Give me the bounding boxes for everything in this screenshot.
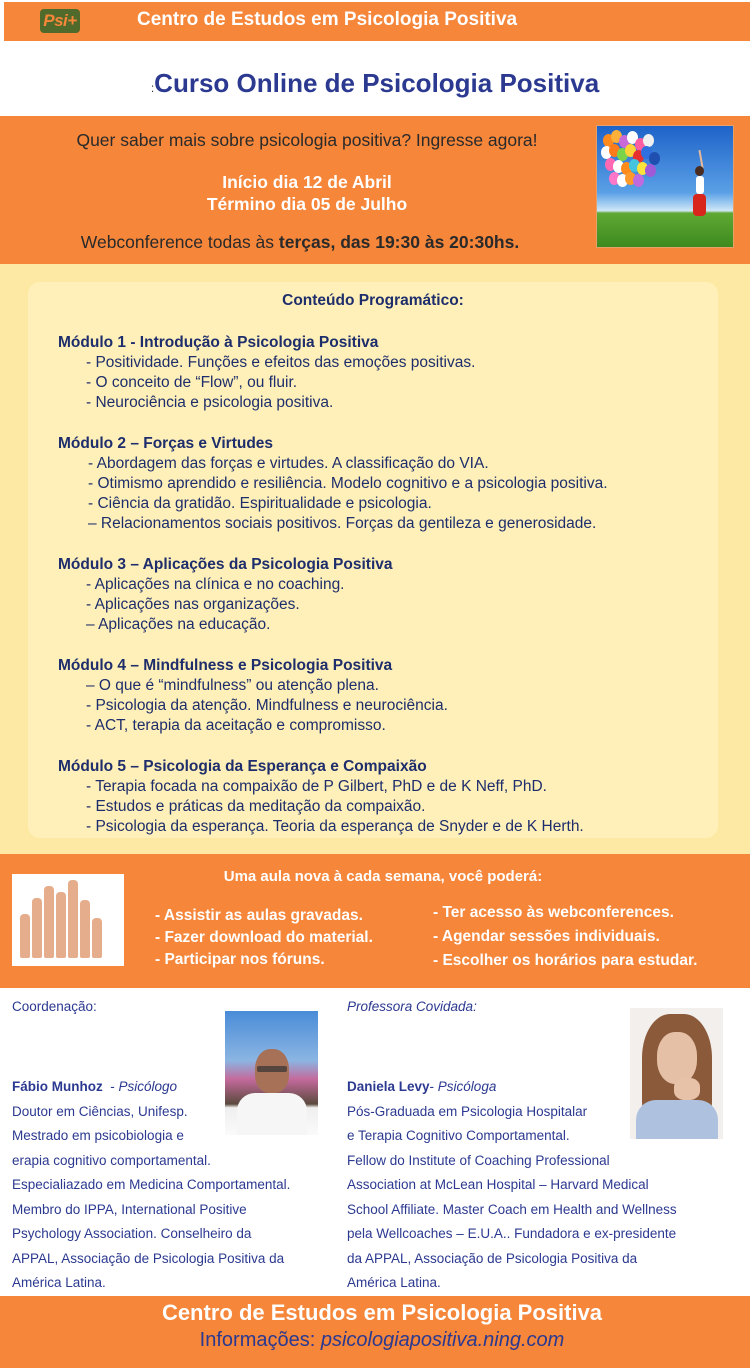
name-separator: - — [429, 1079, 438, 1094]
program-box — [28, 282, 718, 838]
bio-line: América Latina. — [347, 1275, 441, 1290]
info-label: Informações: — [199, 1329, 321, 1351]
module-item: - Psicologia da esperança. Teoria da esperança de Snyder e de K Herth. — [86, 818, 584, 835]
module-item: - O conceito de “Flow”, ou fluir. — [86, 374, 298, 391]
webconference-prefix: Webconference todas às — [80, 232, 279, 252]
module-title: Módulo 2 – Forças e Virtudes — [58, 435, 274, 452]
title-prefix: : — [150, 81, 155, 95]
module-item: - Ciência da gratidão. Espiritualidade e psicologia. — [88, 495, 432, 512]
end-date: Término dia 05 de Julho — [206, 194, 408, 214]
webconference-schedule — [0, 232, 600, 253]
benefits-list-left — [155, 905, 373, 971]
module-5 — [58, 757, 608, 837]
bio-line: Doutor em Ciências, Unifesp. — [12, 1103, 188, 1119]
module-item: – O que é “mindfulness” ou atenção plena. — [86, 677, 379, 694]
bio-line: erapia cognitivo comportamental. — [12, 1152, 211, 1168]
jumping-woman — [695, 164, 705, 228]
top-banner — [4, 2, 750, 41]
coordinator-role: Psicólogo — [118, 1079, 178, 1094]
benefit-item: - Assistir as aulas gravadas. — [155, 907, 363, 924]
module-title: Módulo 3 – Aplicações da Psicologia Positiva — [58, 556, 393, 573]
benefits-list-right — [433, 901, 697, 973]
guest-bio — [347, 1075, 677, 1296]
course-dates — [0, 171, 614, 215]
org-name: Centro de Estudos em Psicologia Positiva — [137, 9, 518, 30]
balloons-photo — [596, 125, 734, 248]
module-item: - Aplicações na clínica e no coaching. — [86, 576, 345, 593]
module-list — [58, 333, 608, 858]
course-title-text: Curso Online de Psicologia Positiva — [154, 68, 600, 98]
bio-line: e Terapia Cognitivo Comportamental. — [347, 1128, 570, 1143]
psi-plus-logo: Psi+ — [40, 9, 80, 33]
footer-org-name: Centro de Estudos em Psicologia Positiva — [161, 1300, 603, 1325]
thumbs-up-photo — [12, 874, 124, 966]
coordination-label: Coordenação: — [12, 999, 97, 1014]
module-3 — [58, 555, 608, 635]
benefit-item: - Escolher os horários para estudar. — [433, 952, 698, 969]
guest-role: Psicóloga — [437, 1079, 497, 1094]
module-item: - Otimismo aprendido e resiliência. Modelo cognitivo e a psicologia positiva. — [88, 475, 608, 492]
module-item: - ACT, terapia da aceitação e compromisso. — [86, 717, 386, 734]
promo-question: Quer saber mais sobre psicologia positiva? Ingresse agora! — [76, 130, 538, 150]
benefit-item: - Fazer download do material. — [155, 929, 373, 946]
module-item: - Positividade. Funções e efeitos das emoções positivas. — [86, 354, 476, 371]
module-title: Módulo 5 – Psicologia da Esperança e Compaixão — [58, 758, 427, 775]
module-item: – Relacionamentos sociais positivos. Forças da gentileza e generosidade. — [88, 515, 597, 532]
coordinator-name: Fábio Munhoz — [12, 1079, 103, 1094]
bio-line: Pós-Graduada em Psicologia Hospitalar — [347, 1103, 588, 1119]
module-item: - Psicologia da atenção. Mindfulness e neurociência. — [86, 697, 448, 714]
guest-section — [347, 998, 747, 1290]
benefits-heading: Uma aula nova à cada semana, você poderá: — [223, 868, 543, 885]
module-2 — [58, 434, 608, 534]
bio-line: Association at McLean Hospital – Harvard Medical — [347, 1177, 649, 1192]
bio-line: Mestrado em psicobiologia e — [12, 1128, 184, 1143]
name-separator: - — [102, 1079, 119, 1094]
promo-banner — [0, 116, 750, 264]
program-heading: Conteúdo Programático: — [282, 292, 464, 309]
bio-line: Especialiazado em Medicina Comportamental. — [12, 1177, 291, 1192]
bio-line: School Affiliate. Master Coach em Health and Wellness — [347, 1201, 677, 1217]
bio-line: América Latina. — [12, 1275, 106, 1290]
bio-line: da APPAL, Associação de Psicologia Positiva da — [347, 1250, 638, 1266]
module-title: Módulo 1 - Introdução à Psicologia Positiva — [58, 334, 379, 351]
module-item: – Aplicações na educação. — [86, 616, 271, 633]
module-4 — [58, 656, 608, 736]
benefit-item: - Participar nos fóruns. — [155, 951, 325, 968]
bio-line: Fellow do Institute of Coaching Professional — [347, 1152, 610, 1168]
coordinator-bio — [12, 1075, 290, 1296]
footer-info — [0, 1329, 750, 1352]
bio-line: Psychology Association. Conselheiro da — [12, 1226, 252, 1241]
module-title: Módulo 4 – Mindfulness e Psicologia Positiva — [58, 657, 393, 674]
guest-label: Professora Covidada: — [347, 999, 477, 1014]
website-link[interactable]: psicologiapositiva.ning.com — [320, 1329, 565, 1351]
module-item: - Terapia focada na compaixão de P Gilbert, PhD e de K Neff, PhD. — [86, 778, 547, 795]
footer-banner — [0, 1296, 750, 1368]
module-item: - Neurociência e psicologia positiva. — [86, 394, 334, 411]
module-1 — [58, 333, 608, 413]
course-title — [0, 68, 750, 99]
module-item: - Aplicações nas organizações. — [86, 596, 300, 613]
benefit-item: - Agendar sessões individuais. — [433, 928, 660, 945]
webconference-time: terças, das 19:30 às 20:30hs. — [278, 232, 520, 252]
bio-line: pela Wellcoaches – E.U.A.. Fundadora e ex-presidente — [347, 1226, 677, 1241]
benefits-banner — [0, 854, 750, 988]
bio-line: APPAL, Associação de Psicologia Positiva da — [12, 1250, 285, 1266]
module-item: - Abordagem das forças e virtudes. A classificação do VIA. — [88, 455, 489, 472]
benefit-item: - Ter acesso às webconferences. — [433, 904, 674, 921]
bio-line: Membro do IPPA, International Positive — [12, 1201, 247, 1217]
module-item: - Estudos e práticas da meditação da compaixão. — [86, 798, 426, 815]
start-date: Início dia 12 de Abril — [222, 172, 392, 192]
coordinator-section — [12, 998, 337, 1290]
guest-name: Daniela Levy — [347, 1079, 430, 1094]
